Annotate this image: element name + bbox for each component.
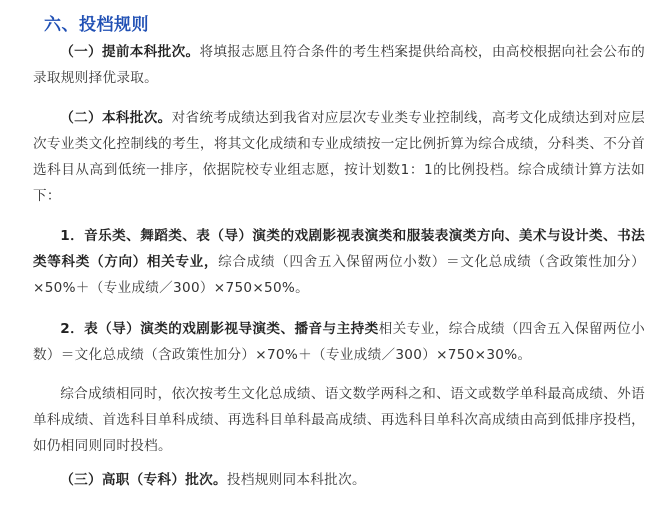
paragraph-undergraduate-batch bbox=[33, 105, 645, 209]
paragraph-text: 综合成绩相同时，依次按考生文化总成绩、语文数学两科之和、语文或数学单科最高成绩、外语单科成绩、首选科目单科成绩、再选科目单科最高成绩、再选科目单科次高成绩由高到低排序投档，如仍相同则同时投档。 bbox=[33, 386, 645, 454]
paragraph-lead: （一）提前本科批次。 bbox=[60, 44, 200, 60]
paragraph-formula-2 bbox=[33, 316, 645, 368]
section-heading: 六、投档规则 bbox=[44, 15, 149, 35]
paragraph-text: 相关专业，综合成绩（四舍五入保留两位小数）＝文化总成绩（含政策性加分）×70%＋（专业成绩／300）×750×30%。 bbox=[33, 321, 645, 363]
paragraph-lead: 2．表（导）演类的戏剧影视导演类、播音与主持类 bbox=[60, 321, 379, 337]
paragraph-lead: 1．音乐类、舞蹈类、表（导）演类的戏剧影视表演类和服装表演类方向、美术与设计类、书法类等科类（方向）相关专业， bbox=[33, 228, 645, 270]
paragraph-text: 综合成绩（四舍五入保留两位小数）＝文化总成绩（含政策性加分）×50%＋（专业成绩／300）×750×50%。 bbox=[33, 254, 646, 296]
paragraph-text: 对省统考成绩达到我省对应层次专业类专业控制线，高考文化成绩达到对应层次专业类文化控制线的考生，将其文化成绩和专业成绩按一定比例折算为综合成绩，分科类、不分首选科目从高到低统一排序，依据院校专业组志愿，按计划数1：1的比例投档。综合成绩计算方法如下： bbox=[33, 110, 645, 204]
paragraph-tie-break-rules bbox=[33, 381, 645, 459]
paragraph-lead: （二）本科批次。 bbox=[60, 110, 172, 126]
paragraph-formula-1 bbox=[33, 223, 645, 301]
paragraph-text: 投档规则同本科批次。 bbox=[226, 472, 366, 488]
paragraph-early-undergraduate-batch bbox=[33, 39, 645, 91]
paragraph-vocational-batch bbox=[33, 467, 645, 493]
paragraph-text: 将填报志愿且符合条件的考生档案提供给高校，由高校根据向社会公布的录取规则择优录取。 bbox=[33, 44, 645, 86]
paragraph-lead: （三）高职（专科）批次。 bbox=[60, 472, 227, 488]
